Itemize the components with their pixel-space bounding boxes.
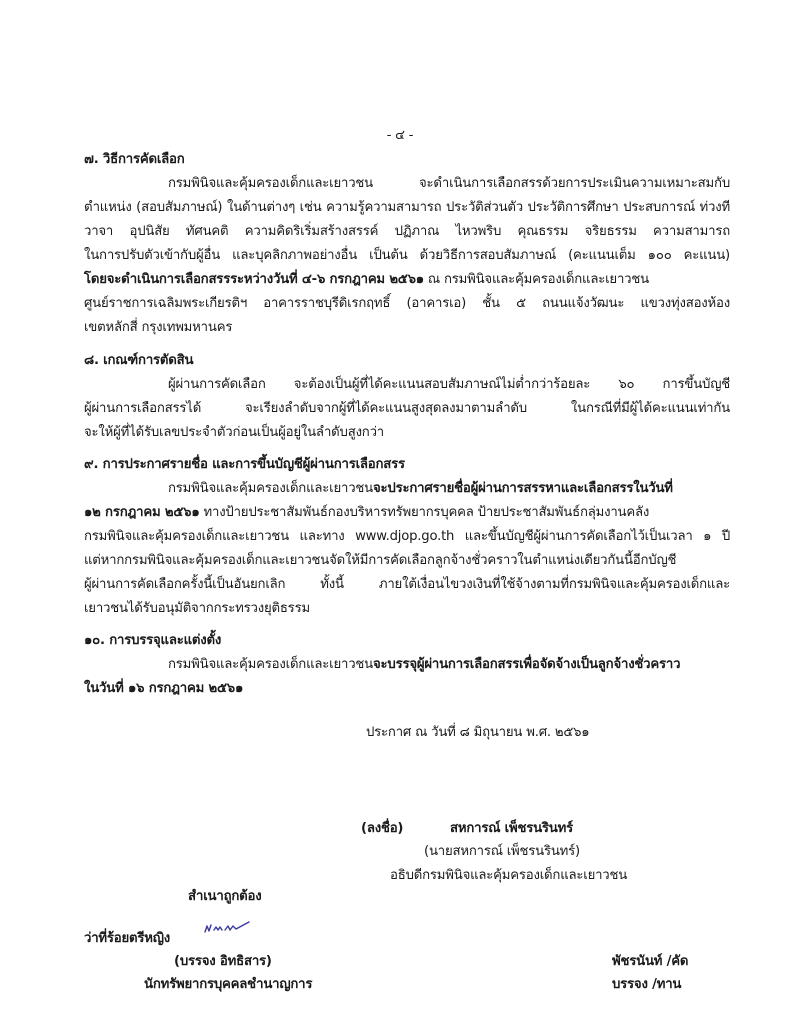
section-8-line-1: ผู้ผ่านการคัดเลือก จะต้องเป็นผู้ที่ได้คะแนนสอบสัมภาษณ์ไม่ต่ำกว่าร้อยละ ๖๐ การขึ้นบัญชี bbox=[168, 377, 730, 392]
section-8-line-2: ผู้ผ่านการเลือกสรรได้ จะเรียงลำดับจากผู้ที่ได้คะแนนสูงสุดลงมาตามลำดับ ในกรณีที่มีผู้ได้คะแนนเท่ากัน bbox=[84, 401, 730, 416]
typist-note-checked: บรรจง /ทาน bbox=[612, 977, 682, 992]
section-7-line-6: ศูนย์ราชการเฉลิมพระเกียรติฯ อาคารราชบุรีดิเรกฤทธิ์ (อาคารเอ) ชั้น ๕ ถนนแจ้งวัฒนะ แขวงทุ่งสองห้อง bbox=[84, 296, 730, 311]
section-7-line-3: วาจา อุปนิสัย ทัศนคติ ความคิดริเริ่มสร้างสรรค์ ปฏิภาณ ไหวพริบ คุณธรรม จริยธรรม ความสามารถ bbox=[84, 224, 730, 239]
schedule-location-text: ณ กรมพินิจและคุ้มครองเด็กและเยาวชน bbox=[423, 272, 649, 287]
section-9-line-2 bbox=[84, 501, 649, 525]
section-10-line-2: ในวันที่ ๑๖ กรกฎาคม ๒๕๖๑ bbox=[84, 681, 244, 696]
section-7-line-5 bbox=[84, 268, 649, 292]
appointment-bold-text: จะบรรจุผู้ผ่านการเลือกสรรเพื่อจัดจ้างเป็นลูกจ้างชั่วคราว bbox=[372, 657, 681, 672]
handwritten-signature-icon bbox=[203, 918, 253, 936]
section-9-heading: ๙. การประกาศรายชื่อ และการขึ้นบัญชีผู้ผ่านการเลือกสรร bbox=[84, 457, 405, 472]
certifier-rank: ว่าที่ร้อยตรีหญิง bbox=[84, 931, 171, 946]
announce-channels-text: ทางป้ายประชาสัมพันธ์กองบริหารทรัพยากรบุคคล ป้ายประชาสัมพันธ์กลุ่มงานคลัง bbox=[199, 505, 650, 520]
section-10-heading: ๑๐. การบรรจุและแต่งตั้ง bbox=[84, 633, 222, 648]
certifier-position: นักทรัพยากรบุคคลชำนาญการ bbox=[144, 977, 313, 992]
signer-full-name: (นายสหการณ์ เพ็ชรนรินทร์) bbox=[424, 844, 581, 859]
department-text: กรมพินิจและคุ้มครองเด็กและเยาวชน bbox=[168, 481, 373, 496]
section-9-line-5: ผู้ผ่านการคัดเลือกครั้งนี้เป็นอันยกเลิก ทั้งนี้ ภายใต้เงื่อนไขวงเงินที่ใช้จ้างตามที่กรมพินิจและคุ้มครองเด็กและ bbox=[84, 577, 730, 592]
schedule-bold-text: โดยจะดำเนินการเลือกสรรระหว่างวันที่ ๔-๖ กรกฎาคม ๒๕๖๑ bbox=[84, 272, 424, 287]
section-7-line-2: ตำแหน่ง (สอบสัมภาษณ์) ในด้านต่างๆ เช่น ความรู้ความสามารถ ประวัติส่วนตัว ประวัติการศึกษา ประสบการณ์ ท่วงที bbox=[84, 200, 730, 215]
section-8-line-3: จะให้ผู้ที่ได้รับเลขประจำตัวก่อนเป็นผู้อยู่ในลำดับสูงกว่า bbox=[84, 425, 385, 440]
section-8-heading: ๘. เกณฑ์การตัดสิน bbox=[84, 353, 194, 368]
signer-title: อธิบดีกรมพินิจและคุ้มครองเด็กและเยาวชน bbox=[390, 868, 628, 883]
announcement-date: ประกาศ ณ วันที่ ๘ มิถุนายน พ.ศ. ๒๕๖๑ bbox=[366, 725, 590, 740]
announce-date-bold: ๑๒ กรกฎาคม ๒๕๖๑ bbox=[84, 505, 200, 520]
announce-bold-text: จะประกาศรายชื่อผู้ผ่านการสรรหาและเลือกสรรในวันที่ bbox=[372, 481, 673, 496]
page-number: - ๔ - bbox=[386, 128, 414, 143]
certified-copy-label: สำเนาถูกต้อง bbox=[188, 889, 262, 904]
section-9-line-3: กรมพินิจและคุ้มครองเด็กและเยาวชน และทาง www.djop.go.th และขึ้นบัญชีผู้ผ่านการคัดเลือกไว้เป็นเวลา ๑ ปี bbox=[84, 529, 730, 544]
section-9-line-6: เยาวชนได้รับอนุมัติจากกระทรวงยุติธรรม bbox=[84, 601, 310, 616]
section-7-line-4: ในการปรับตัวเข้ากับผู้อื่น และบุคลิกภาพอย่างอื่น เป็นต้น ด้วยวิธีการสอบสัมภาษณ์ (คะแนนเต็ม ๑๐๐ คะแนน) bbox=[84, 248, 730, 263]
certifier-name: (บรรจง อิทธิสาร) bbox=[174, 954, 272, 969]
department-text: กรมพินิจและคุ้มครองเด็กและเยาวชน bbox=[168, 657, 373, 672]
section-10-line-1 bbox=[168, 653, 730, 677]
sign-label: (ลงชื่อ) bbox=[361, 821, 404, 836]
signer-short-name: สหการณ์ เพ็ชรนรินทร์ bbox=[450, 821, 573, 836]
section-7-heading: ๗. วิธีการคัดเลือก bbox=[84, 152, 185, 167]
section-7-line-1: กรมพินิจและคุ้มครองเด็กและเยาวชน จะดำเนินการเลือกสรรด้วยการประเมินความเหมาะสมกับ bbox=[168, 176, 730, 191]
typist-note-copied: พัชรนันท์ /คัด bbox=[612, 954, 689, 969]
section-9-line-4: แต่หากกรมพินิจและคุ้มครองเด็กและเยาวชนจัดให้มีการคัดเลือกลูกจ้างชั่วคราวในตำแหน่งเดียวกันนี้อีกบัญชี bbox=[84, 553, 677, 568]
section-7-line-7: เขตหลักสี่ กรุงเทพมหานคร bbox=[84, 320, 233, 335]
section-9-line-1 bbox=[168, 477, 730, 501]
